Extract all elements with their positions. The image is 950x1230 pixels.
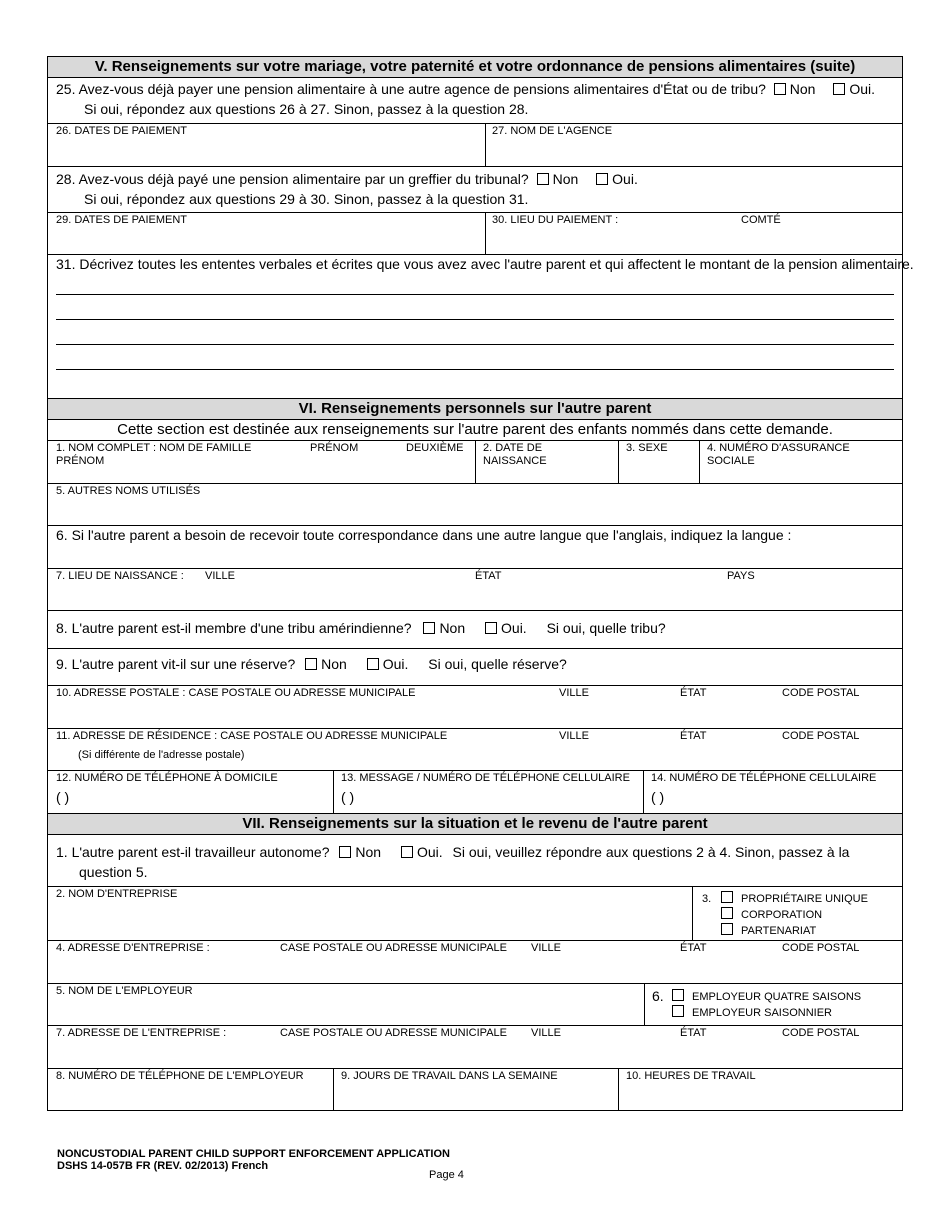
vii-q1-non-label: Non (355, 844, 382, 860)
field-10-zip-label: CODE POSTAL (782, 687, 860, 699)
field-4-label: 4. NUMÉRO D'ASSURANCE (707, 442, 850, 454)
question-1-self-employed (48, 835, 902, 887)
q8-oui-label: Oui. (501, 620, 527, 636)
question-6-language[interactable] (48, 526, 902, 569)
footer-form-code: DSHS 14-057B FR (REV. 02/2013) French (57, 1160, 269, 1172)
answer-line (56, 344, 894, 345)
question-31[interactable] (48, 255, 914, 399)
field-26-label: 26. DATES DE PAIEMENT (56, 125, 188, 137)
q25-instruction: Si oui, répondez aux questions 26 à 27. Sinon, passez à la question 28. (84, 101, 529, 117)
vii-field-2-label: 2. NOM D'ENTREPRISE (56, 888, 178, 900)
answer-line (56, 369, 894, 370)
answer-line (56, 319, 894, 320)
field-7-label: 7. LIEU DE NAISSANCE : (56, 570, 184, 582)
field-30-place[interactable] (485, 213, 902, 254)
field-7-company-address[interactable] (48, 1026, 902, 1069)
form-page (47, 56, 914, 1111)
field-10-work-hours[interactable] (618, 1069, 902, 1110)
field-2-business-name[interactable] (48, 887, 692, 940)
field-7-birthplace[interactable] (48, 569, 902, 611)
vii-field-9-label: 9. JOURS DE TRAVAIL DANS LA SEMAINE (341, 1070, 558, 1082)
field-14-area-code: ( ) (651, 789, 665, 805)
field-7-city-label: VILLE (205, 570, 235, 582)
field-26-dates[interactable] (48, 124, 485, 166)
year-round-employer-label: EMPLOYEUR QUATRE SAISONS (692, 991, 862, 1003)
row-26-27 (48, 124, 902, 167)
corporation-checkbox[interactable] (721, 907, 733, 919)
partnership-checkbox[interactable] (721, 923, 733, 935)
seasonal-employer-label: EMPLOYEUR SAISONNIER (692, 1007, 832, 1019)
vii-field-5-label: 5. NOM DE L'EMPLOYEUR (56, 985, 193, 997)
field-11-residence-address[interactable] (48, 729, 902, 771)
q25-text: 25. Avez-vous déjà payer une pension alimentaire à une autre agence de pensions alimentaires d'État ou de tribu? (56, 81, 766, 97)
field-10-label: 10. ADRESSE POSTALE : CASE POSTALE OU ADRESSE MUNICIPALE (56, 687, 416, 699)
field-10-mailing-address[interactable] (48, 686, 902, 729)
field-5-label: 5. AUTRES NOMS UTILISÉS (56, 485, 201, 497)
q9-oui-label: Oui. (382, 656, 409, 672)
page-number: Page 4 (429, 1169, 464, 1181)
field-10-city-label: VILLE (559, 687, 589, 699)
field-14-cell-phone[interactable] (643, 771, 902, 813)
vii-field-3-label: 3. (702, 893, 712, 905)
field-13-message-phone[interactable] (333, 771, 643, 813)
field-1-label: 1. NOM COMPLET : NOM DE FAMILLE (56, 442, 252, 454)
question-8-tribe (48, 611, 902, 649)
field-1-prenom-label: PRÉNOM (310, 442, 359, 454)
field-8-employer-phone[interactable] (48, 1069, 333, 1110)
field-11-label: 11. ADRESSE DE RÉSIDENCE : CASE POSTALE OU ADRESSE MUNICIPALE (56, 730, 448, 742)
vii-field-7-zip-label: CODE POSTAL (782, 1027, 860, 1039)
field-1-deuxieme-label: DEUXIÈME (406, 442, 464, 454)
q28-text: 28. Avez-vous déjà payé une pension alimentaire par un greffier du tribunal? (56, 171, 529, 187)
section-vi-header: VI. Renseignements personnels sur l'autre parent (48, 399, 902, 420)
vii-field-6-label: 6. (652, 988, 664, 1004)
field-12-area-code: ( ) (56, 789, 70, 805)
sole-proprietor-checkbox[interactable] (721, 891, 733, 903)
field-2-birthdate[interactable] (475, 441, 618, 483)
q25-non-label: Non (789, 81, 816, 97)
field-3-label: 3. SEXE (626, 442, 668, 454)
q6-text: 6. Si l'autre parent a besoin de recevoir toute correspondance dans une autre langue que l'anglais, indiquez la langue : (56, 527, 792, 543)
section-v-header: V. Renseignements sur votre mariage, votre paternité et votre ordonnance de pensions alimentaires (suite) (48, 57, 902, 78)
field-29-dates[interactable] (48, 213, 485, 254)
field-14-label: 14. NUMÉRO DE TÉLÉPHONE CELLULAIRE (651, 772, 877, 784)
field-13-label: 13. MESSAGE / NUMÉRO DE TÉLÉPHONE CELLULAIRE (341, 772, 630, 784)
field-11-city-label: VILLE (559, 730, 589, 742)
vii-field-7-state-label: ÉTAT (680, 1027, 707, 1039)
answer-line (56, 294, 894, 295)
section-vi-intro: Cette section est destinée aux renseignements sur l'autre parent des enfants nommés dans cette demande. (48, 420, 902, 441)
field-11-state-label: ÉTAT (680, 730, 707, 742)
vii-q1-oui-checkbox[interactable] (401, 846, 413, 858)
field-9-work-days[interactable] (333, 1069, 618, 1110)
vii-q1-non-checkbox[interactable] (339, 846, 351, 858)
field-1-prenom2-label: PRÉNOM (56, 455, 105, 467)
row-2-3 (48, 887, 902, 941)
field-4-business-address[interactable] (48, 941, 902, 984)
q8-followup: Si oui, quelle tribu? (546, 620, 666, 636)
field-7-state-label: ÉTAT (475, 570, 502, 582)
q28-non-checkbox[interactable] (537, 173, 549, 185)
vii-q1-text: 1. L'autre parent est-il travailleur autonome? (56, 844, 330, 860)
field-7-country-label: PAYS (727, 570, 755, 582)
q8-oui-checkbox[interactable] (485, 622, 497, 634)
question-28 (48, 167, 902, 213)
field-10-state-label: ÉTAT (680, 687, 707, 699)
field-30-county-label: COMTÉ (741, 214, 781, 226)
vii-field-8-label: 8. NUMÉRO DE TÉLÉPHONE DE L'EMPLOYEUR (56, 1070, 304, 1082)
field-27-label: 27. NOM DE L'AGENCE (492, 125, 613, 137)
vii-field-4-state-label: ÉTAT (680, 942, 707, 954)
q25-non-checkbox[interactable] (774, 83, 786, 95)
field-5-employer-name[interactable] (48, 984, 644, 1025)
field-5-other-names[interactable] (48, 484, 902, 526)
field-2-label-line2: NAISSANCE (483, 455, 547, 467)
q9-non-label: Non (321, 656, 347, 672)
field-4-label-line2: SOCIALE (707, 455, 755, 467)
row-12-14 (48, 771, 902, 814)
vii-field-4-city-label: VILLE (531, 942, 561, 954)
q9-text: 9. L'autre parent vit-il sur une réserve? (56, 656, 296, 672)
q25-oui-label: Oui. (849, 81, 876, 97)
field-29-label: 29. DATES DE PAIEMENT (56, 214, 188, 226)
field-2-label: 2. DATE DE (483, 442, 543, 454)
q8-non-label: Non (439, 620, 466, 636)
q9-followup: Si oui, quelle réserve? (428, 656, 567, 672)
row-8-10 (48, 1069, 902, 1110)
field-12-home-phone[interactable] (48, 771, 333, 813)
q28-oui-checkbox[interactable] (596, 173, 608, 185)
q25-oui-checkbox[interactable] (833, 83, 845, 95)
footer-form-title: NONCUSTODIAL PARENT CHILD SUPPORT ENFORCEMENT APPLICATION (57, 1148, 450, 1160)
field-3-sex[interactable] (618, 441, 699, 483)
field-6-employer-type (644, 984, 902, 1025)
vii-q1-line2: question 5. (79, 864, 148, 880)
field-30-label: 30. LIEU DU PAIEMENT : (492, 214, 619, 226)
field-1-fullname[interactable] (48, 441, 475, 483)
question-9-reserve (48, 649, 902, 686)
question-25 (48, 78, 902, 124)
vii-q1-followup: Si oui, veuillez répondre aux questions 2 à 4. Sinon, passez à la (452, 844, 850, 860)
corporation-label: CORPORATION (741, 909, 823, 921)
vii-q1-oui-label: Oui. (416, 844, 443, 860)
vii-field-4-zip-label: CODE POSTAL (782, 942, 860, 954)
year-round-employer-checkbox[interactable] (672, 989, 684, 1001)
vii-field-7-city-label: VILLE (531, 1027, 561, 1039)
sole-proprietor-label: PROPRIÉTAIRE UNIQUE (741, 893, 868, 905)
field-27-agency[interactable] (485, 124, 902, 166)
vii-field-4-label: 4. ADRESSE D'ENTREPRISE : (56, 942, 210, 954)
vii-field-7-po-label: CASE POSTALE OU ADRESSE MUNICIPALE (280, 1027, 507, 1039)
field-12-label: 12. NUMÉRO DE TÉLÉPHONE À DOMICILE (56, 772, 278, 784)
field-4-ssn[interactable] (699, 441, 902, 483)
q28-non-label: Non (552, 171, 579, 187)
vii-field-10-label: 10. HEURES DE TRAVAIL (626, 1070, 756, 1082)
q8-non-checkbox[interactable] (423, 622, 435, 634)
row-1-4 (48, 441, 902, 484)
q8-text: 8. L'autre parent est-il membre d'une tribu amérindienne? (56, 620, 412, 636)
field-11-note: (Si différente de l'adresse postale) (78, 749, 245, 761)
row-29-30 (48, 213, 902, 255)
field-11-zip-label: CODE POSTAL (782, 730, 860, 742)
q31-text: 31. Décrivez toutes les ententes verbales et écrites que vous avez avec l'autre parent et qui affectent le montant de la pension alimentaire. (56, 256, 914, 272)
q28-instruction: Si oui, répondez aux questions 29 à 30. Sinon, passez à la question 31. (84, 191, 529, 207)
field-3-business-type (692, 887, 902, 940)
vii-field-4-po-label: CASE POSTALE OU ADRESSE MUNICIPALE (280, 942, 507, 954)
seasonal-employer-checkbox[interactable] (672, 1005, 684, 1017)
q9-oui-checkbox[interactable] (367, 658, 379, 670)
field-13-area-code: ( ) (341, 789, 355, 805)
vii-field-7-label: 7. ADRESSE DE L'ENTREPRISE : (56, 1027, 227, 1039)
row-5-6 (48, 984, 902, 1026)
section-vii-header: VII. Renseignements sur la situation et le revenu de l'autre parent (48, 814, 902, 835)
q28-oui-label: Oui. (612, 171, 638, 187)
q9-non-checkbox[interactable] (305, 658, 317, 670)
partnership-label: PARTENARIAT (741, 925, 817, 937)
